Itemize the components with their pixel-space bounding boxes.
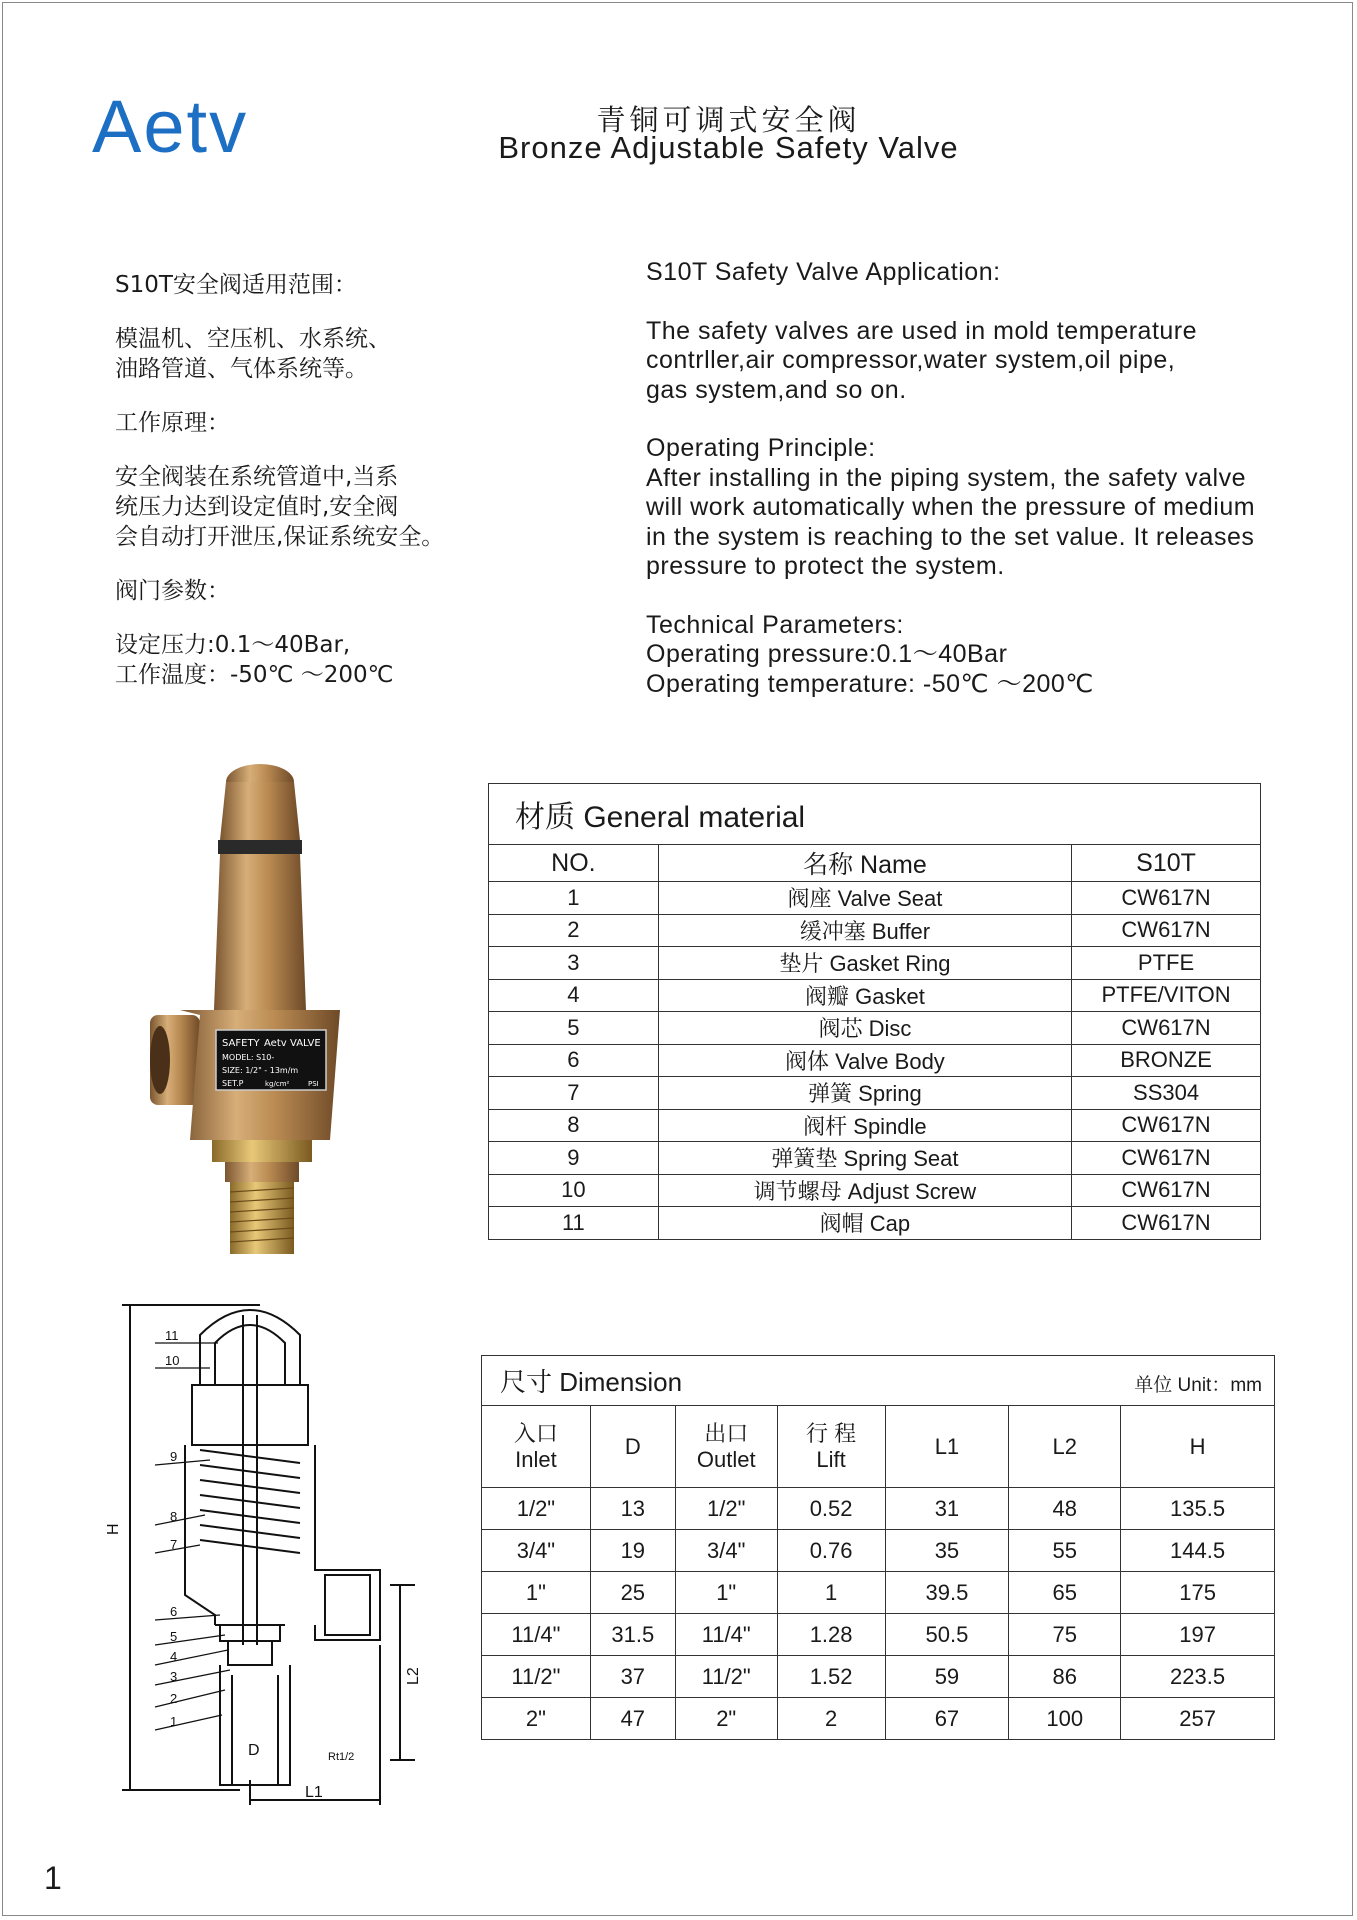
cell: 3/4" <box>482 1530 591 1572</box>
cell: 0.76 <box>777 1530 885 1572</box>
cell: 67 <box>885 1698 1009 1740</box>
cell: CW617N <box>1072 1012 1261 1045</box>
params-title-en: Technical Parameters: <box>646 610 904 639</box>
material-header-no: NO. <box>489 845 659 882</box>
cell: 11/4" <box>675 1614 777 1656</box>
header-inlet <box>482 1406 591 1488</box>
cell: 1.28 <box>777 1614 885 1656</box>
material-table <box>488 783 1261 1240</box>
label-unit-kg: kg/cm² <box>265 1080 290 1088</box>
english-description <box>646 258 1336 728</box>
cell: CW617N <box>1072 1142 1261 1175</box>
cell: 31 <box>885 1488 1009 1530</box>
table-row <box>482 1614 1275 1656</box>
header-outlet <box>675 1406 777 1488</box>
part-number-5: 5 <box>170 1629 178 1644</box>
header-lift-cn: 行 程 <box>806 1420 857 1446</box>
header-inlet-cn: 入口 <box>513 1420 558 1446</box>
cell: 31.5 <box>590 1614 675 1656</box>
part-number-6: 6 <box>170 1604 178 1619</box>
header-lift-en: Lift <box>816 1446 846 1472</box>
part-number-8: 8 <box>170 1509 178 1524</box>
cell: 35 <box>885 1530 1009 1572</box>
app-line-cn: 油路管道、气体系统等。 <box>115 356 368 382</box>
thread-label: Rt1/2 <box>328 1751 355 1763</box>
cell: 37 <box>590 1656 675 1698</box>
dimension-header <box>482 1356 1275 1406</box>
cell: CW617N <box>1072 1174 1261 1207</box>
app-title-en: S10T Safety Valve Application: <box>646 258 1001 286</box>
cell: PTFE/VITON <box>1072 979 1261 1012</box>
cell: 39.5 <box>885 1572 1009 1614</box>
cell: 1/2" <box>675 1488 777 1530</box>
cell: 86 <box>1009 1656 1121 1698</box>
principle-line-en: After installing in the piping system, the safety valve <box>646 463 1247 492</box>
cell: 阀杆 Spindle <box>658 1109 1071 1142</box>
table-row <box>489 1207 1261 1240</box>
cell: 3/4" <box>675 1530 777 1572</box>
cell: 弹簧垫 Spring Seat <box>658 1142 1071 1175</box>
material-header-model: S10T <box>1072 845 1261 882</box>
dimension-title: 尺寸 Dimension <box>500 1367 683 1397</box>
cell: 25 <box>590 1572 675 1614</box>
cell: 10 <box>489 1174 659 1207</box>
table-row <box>489 1012 1261 1045</box>
app-title-cn: S10T安全阀适用范围： <box>115 272 357 298</box>
cell: 1 <box>489 882 659 915</box>
principle-title-en: Operating Principle: <box>646 434 876 462</box>
params-line-en: Operating pressure:0.1～40Bar <box>646 640 1008 668</box>
cell: 11/2" <box>675 1656 777 1698</box>
cell: 1/2" <box>482 1488 591 1530</box>
cell: 9 <box>489 1142 659 1175</box>
table-row <box>489 1077 1261 1110</box>
material-header-name: 名称 Name <box>658 845 1071 882</box>
header-l2: L2 <box>1009 1406 1121 1488</box>
table-row <box>482 1488 1275 1530</box>
table-row <box>489 1142 1261 1175</box>
principle-title-cn: 工作原理： <box>115 410 230 436</box>
table-row <box>482 1656 1275 1698</box>
cell: 11/4" <box>482 1614 591 1656</box>
cell: 257 <box>1121 1698 1275 1740</box>
table-row <box>489 1174 1261 1207</box>
cell: 0.52 <box>777 1488 885 1530</box>
cell: 阀瓣 Gasket <box>658 979 1071 1012</box>
cell: 6 <box>489 1044 659 1077</box>
header-outlet-en: Outlet <box>696 1446 756 1472</box>
cell: 1.52 <box>777 1656 885 1698</box>
principle-line-en: in the system is reaching to the set value. It releases <box>646 522 1255 551</box>
label-safety: SAFETY <box>222 1038 260 1049</box>
cell: 调节螺母 Adjust Screw <box>658 1174 1071 1207</box>
cell: 55 <box>1009 1530 1121 1572</box>
table-row <box>489 1109 1261 1142</box>
principle-line-cn: 会自动打开泄压,保证系统安全。 <box>115 524 445 550</box>
label-model: MODEL: S10- <box>222 1053 275 1062</box>
cell: PTFE <box>1072 947 1261 980</box>
cell: 11/2" <box>482 1656 591 1698</box>
principle-line-cn: 安全阀装在系统管道中,当系 <box>115 464 399 490</box>
cell: 弹簧 Spring <box>658 1077 1071 1110</box>
cell: 1" <box>482 1572 591 1614</box>
cell: 8 <box>489 1109 659 1142</box>
cell: 223.5 <box>1121 1656 1275 1698</box>
part-number-2: 2 <box>170 1691 178 1706</box>
params-line-cn: 工作温度：-50℃ ～200℃ <box>115 662 394 688</box>
cell: 13 <box>590 1488 675 1530</box>
header-inlet-en: Inlet <box>515 1446 557 1472</box>
cell: 50.5 <box>885 1614 1009 1656</box>
dimension-table <box>481 1355 1275 1740</box>
dim-label-h: H <box>105 1523 122 1535</box>
table-row <box>489 914 1261 947</box>
chinese-description <box>115 270 585 714</box>
table-row <box>489 979 1261 1012</box>
cell: 2 <box>489 914 659 947</box>
params-line-cn: 设定压力:0.1～40Bar, <box>115 632 351 658</box>
header-d: D <box>590 1406 675 1488</box>
dim-label-l2: L2 <box>405 1667 422 1685</box>
principle-line-cn: 统压力达到设定值时,安全阀 <box>115 494 399 520</box>
table-row <box>489 1044 1261 1077</box>
cell: 75 <box>1009 1614 1121 1656</box>
cell: 48 <box>1009 1488 1121 1530</box>
brand-logo: Aetv <box>92 85 249 168</box>
header-h: H <box>1121 1406 1275 1488</box>
cell: BRONZE <box>1072 1044 1261 1077</box>
principle-line-en: pressure to protect the system. <box>646 552 1005 580</box>
cell: 3 <box>489 947 659 980</box>
dim-label-l1: L1 <box>305 1784 323 1801</box>
header-lift <box>777 1406 885 1488</box>
dim-label-d: D <box>248 1742 260 1759</box>
cell: CW617N <box>1072 1109 1261 1142</box>
table-row <box>482 1698 1275 1740</box>
principle-line-en: will work automatically when the pressure of medium <box>646 493 1256 521</box>
title-chinese: 青铜可调式安全阀 <box>596 103 861 137</box>
app-line-en: The safety valves are used in mold temperature <box>646 316 1198 345</box>
part-number-9: 9 <box>170 1449 178 1464</box>
cell: 1" <box>675 1572 777 1614</box>
part-number-10: 10 <box>165 1353 180 1368</box>
cell: 100 <box>1009 1698 1121 1740</box>
cell: 垫片 Gasket Ring <box>658 947 1071 980</box>
cell: 2" <box>675 1698 777 1740</box>
table-row <box>489 882 1261 915</box>
table-row <box>489 947 1261 980</box>
cell: 135.5 <box>1121 1488 1275 1530</box>
app-line-cn: 模温机、空压机、水系统、 <box>115 326 391 352</box>
cell: 阀帽 Cap <box>658 1207 1071 1240</box>
cell: 65 <box>1009 1572 1121 1614</box>
cell: 47 <box>590 1698 675 1740</box>
cell: 缓冲塞 Buffer <box>658 914 1071 947</box>
header-l1: L1 <box>885 1406 1009 1488</box>
table-row <box>482 1572 1275 1614</box>
params-title-cn: 阀门参数： <box>115 578 230 604</box>
cell: 2" <box>482 1698 591 1740</box>
app-line-en: contrller,air compressor,water system,oil pipe, <box>646 346 1176 374</box>
app-line-en: gas system,and so on. <box>646 375 907 404</box>
cell: 2 <box>777 1698 885 1740</box>
cell: 阀芯 Disc <box>658 1012 1071 1045</box>
label-valve: VALVE <box>290 1038 321 1049</box>
valve-photo <box>130 760 390 1260</box>
part-number-7: 7 <box>170 1537 178 1552</box>
table-row <box>482 1530 1275 1572</box>
params-line-en: Operating temperature: -50℃ ～200℃ <box>646 669 1094 698</box>
cell: 197 <box>1121 1614 1275 1656</box>
part-number-4: 4 <box>170 1649 178 1664</box>
cell: 19 <box>590 1530 675 1572</box>
label-unit-psi: PSI <box>308 1080 319 1088</box>
dimension-unit: 单位 Unit：mm <box>1134 1375 1262 1396</box>
part-number-1: 1 <box>170 1714 178 1729</box>
material-title: 材质 General material <box>489 784 1261 845</box>
cell: CW617N <box>1072 914 1261 947</box>
cell: 5 <box>489 1012 659 1045</box>
cell: 阀体 Valve Body <box>658 1044 1071 1077</box>
cell: 11 <box>489 1207 659 1240</box>
page-number: 1 <box>44 1860 62 1896</box>
title-english: Bronze Adjustable Safety Valve <box>498 130 959 165</box>
cell: 59 <box>885 1656 1009 1698</box>
cell: 7 <box>489 1077 659 1110</box>
label-setp: SET.P <box>222 1079 244 1088</box>
cell: SS304 <box>1072 1077 1261 1110</box>
cell: 4 <box>489 979 659 1012</box>
part-number-11: 11 <box>165 1328 179 1343</box>
cell: CW617N <box>1072 882 1261 915</box>
label-brand: Aetv <box>264 1038 287 1049</box>
part-number-3: 3 <box>170 1669 178 1684</box>
cell: 175 <box>1121 1572 1275 1614</box>
cross-section-drawing <box>100 1285 440 1805</box>
label-size: SIZE: 1/2" - 13m/m <box>222 1066 299 1075</box>
cell: 1 <box>777 1572 885 1614</box>
cell: 阀座 Valve Seat <box>658 882 1071 915</box>
header-outlet-cn: 出口 <box>704 1420 749 1446</box>
cell: 144.5 <box>1121 1530 1275 1572</box>
cell: CW617N <box>1072 1207 1261 1240</box>
